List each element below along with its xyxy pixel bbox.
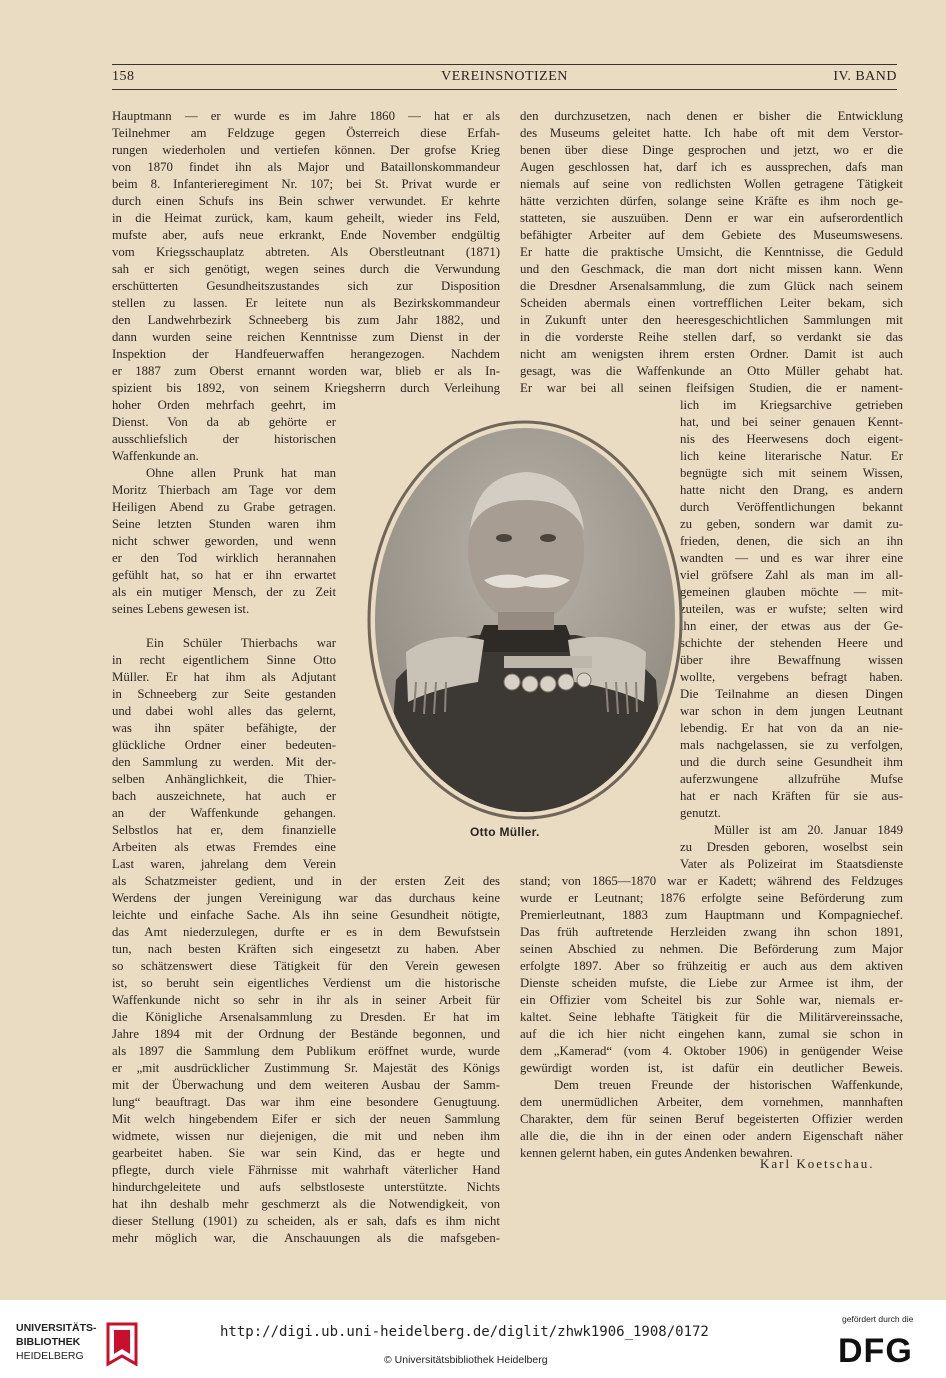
library-logo[interactable]: [16, 1322, 136, 1366]
text-line: hoher Orden mehrfach geehrt, im: [112, 398, 336, 412]
text-line: sah er sich genötigt, wegen seines durch die Verwundung: [112, 262, 500, 276]
text-line: den Landwehrbezirk Schneeberg bis zum Jahr 1882, und: [112, 313, 500, 327]
text-line: den Sammlung zu werden. Mit der-: [112, 755, 336, 769]
text-line: Dienste scheiden mufste, die Liebe zur Armee ist ihm, der: [520, 976, 903, 990]
text-line: hat ihn deshalb mehr geschmerzt als die Notwendigkeit, von: [112, 1197, 500, 1211]
text-line: Müller ist am 20. Januar 1849: [714, 823, 903, 837]
text-line: gefühlt hat, so hat er ihn erwartet: [112, 568, 336, 582]
text-line: beim 8. Infanterieregiment Nr. 107; bei St. Privat wurde er: [112, 177, 500, 191]
copyright-notice: © Universitätsbibliothek Heidelberg: [384, 1354, 548, 1366]
right-column-bottom: [520, 873, 903, 1162]
dfg-logo[interactable]: [838, 1314, 934, 1370]
text-line: selben Anhänglichkeit, die Thier-: [112, 772, 336, 786]
text-line: dem unermüdlichen Arbeiter, dem vornehmen, mannhaften: [520, 1095, 903, 1109]
text-line: dem „Kamerad“ (vom 4. Oktober 1906) in genügender Weise: [520, 1044, 903, 1058]
text-line: bach auszeichnete, hat auch er: [112, 789, 336, 803]
text-line: kaltet. Seine lebhafte Tätigkeit für die Militärvereinssache,: [520, 1010, 903, 1024]
text-line: alle die, die ihn in der einen oder andern Eigenschaft näher: [520, 1129, 903, 1143]
text-line: Inspektion der Handfeuerwaffen herangezogen. Nachdem: [112, 347, 500, 361]
text-line: Scheiden abermals einen vortrefflichen Leiter bekam, sich: [520, 296, 903, 310]
header-rule-top: [112, 64, 897, 65]
text-line: er 1887 zum Oberst ernannt worden war, blieb er als In-: [112, 364, 500, 378]
text-line: stand; von 1865—1870 war er Kadett; während des Feldzuges: [520, 874, 903, 888]
text-line: wurde er Leutnant; 1876 erfolgte seine Beförderung zum: [520, 891, 903, 905]
text-line: Ohne allen Prunk hat man: [146, 466, 336, 480]
text-line: genutzt.: [680, 806, 721, 820]
text-line: gesagt, was die Waffenkunde an Otto Müller gehabt hat.: [520, 364, 903, 378]
text-line: die Königliche Arsenalsammlung zu Dresden. Er hat im: [112, 1010, 500, 1024]
text-line: hindurchgeleitete und aufs selbstloseste unterstützte. Nichts: [112, 1180, 500, 1194]
text-line: Die Teilnahme an diesen Dingen: [680, 687, 903, 701]
text-line: nicht schwer geworden, und wenn: [112, 534, 336, 548]
library-name-line1: UNIVERSITÄTS-: [16, 1322, 97, 1334]
text-line: Augen geschlossen hat, darf ich es aussprechen, dafs man: [520, 160, 903, 174]
text-line: befähigter Arbeiter auf dem Gebiete des Museumswesens.: [520, 228, 903, 242]
text-line: und dabei wohl alles das gelernt,: [112, 704, 336, 718]
text-line: ist, so beruht sein eigentliches Verdienst um die historische: [112, 976, 500, 990]
viewer-footer: [0, 1300, 946, 1378]
text-line: das Amt niederzulegen, durfte er es in dem Bewufstsein: [112, 925, 500, 939]
text-line: Dem treuen Freunde der historischen Waffenkunde,: [554, 1078, 903, 1092]
dfg-wordmark: DFG: [838, 1332, 913, 1370]
text-line: tun, nach besten Kräften sich eingesetzt zu haben. Aber: [112, 942, 500, 956]
text-line: Teilnehmer am Feldzuge gegen Österreich diese Erfah-: [112, 126, 500, 140]
text-line: lich keine literarische Natur. Er: [680, 449, 903, 463]
text-line: spizient bis 1892, von seinem Kriegsherrn durch Verleihung: [112, 381, 500, 395]
text-line: hatte nicht den Drang, es andern: [680, 483, 903, 497]
text-line: war schon in dem jungen Leutnant: [680, 704, 903, 718]
left-column-narrow: [112, 397, 336, 873]
text-line: Werdens der jungen Vereinigung war das durchaus keine: [112, 891, 500, 905]
text-line: von 1870 findet ihn als Major und Bataillonskommandeur: [112, 160, 500, 174]
text-line: Dienst. Von da ab gehörte er: [112, 415, 336, 429]
text-line: Das früh auftretende Herzleiden zwang ihn schon 1891,: [520, 925, 903, 939]
text-line: zu Dresden geboren, woselbst sein: [680, 840, 903, 854]
text-line: durch einen Schufs ins Bein schwer verwundet. Er kehrte: [112, 194, 500, 208]
text-line: die Dresdner Arsenalsammlung, die zum Glück nach seinem: [520, 279, 903, 293]
text-line: Seine letzten Stunden waren ihm: [112, 517, 336, 531]
text-line: pflegte, durch viele Fährnisse mit wahrhaft väterlicher Hand: [112, 1163, 500, 1177]
text-line: hat, und bei seiner genauen Kennt-: [680, 415, 903, 429]
text-line: Heiligen Abend zu Grabe getragen.: [112, 500, 336, 514]
text-line: begnügte sich mit seinem Wissen,: [680, 466, 903, 480]
text-line: in die vorderste Reihe stellen darf, so verdankt sie das: [520, 330, 903, 344]
text-line: mehr möglich war, die Anschauungen als die mafsgeben-: [112, 1231, 500, 1245]
text-line: rungen wiederholen und vertiefen können. Der grofse Krieg: [112, 143, 500, 157]
author-signature: Karl Koetschau.: [760, 1156, 875, 1171]
text-line: wandten — und es war ihrer eine: [680, 551, 903, 565]
text-line: des Museums geleitet hatte. Ich habe oft mit dem Verstor-: [520, 126, 903, 140]
text-line: wollte, vergebens befragt haben.: [680, 670, 903, 684]
text-line: an der Waffenkunde gehangen.: [112, 806, 336, 820]
text-line: durch Veröffentlichungen bekannt: [680, 500, 903, 514]
section-title: VEREINSNOTIZEN: [441, 69, 568, 84]
text-line: ausschliefslich der historischen: [112, 432, 336, 446]
text-line: er den Tod wirklich herannahen: [112, 551, 336, 565]
text-line: Premierleutnant, 1883 zum Hauptmann und Kompagniechef.: [520, 908, 903, 922]
text-line: in Zukunft unter den heeresgeschichtlichen Sammlungen mit: [520, 313, 903, 327]
funding-note: gefördert durch die: [842, 1314, 914, 1324]
text-line: mals nachgelassen, sie zu verfolgen,: [680, 738, 903, 752]
text-line: zuteilen, was er wufste; selten wird: [680, 602, 903, 616]
text-line: benen über diese Dinge gesprochen und jetzt, wo er die: [520, 143, 903, 157]
left-column-top: [112, 108, 500, 397]
text-line: Arbeiten als etwas Fremdes eine: [112, 840, 336, 854]
text-line: Charakter, dem für seinen Beruf begeisterten Offizier werden: [520, 1112, 903, 1126]
text-line: und den Geschmack, die man dort nicht missen kann. Wenn: [520, 262, 903, 276]
portrait-caption: Otto Müller.: [470, 825, 540, 839]
right-column-narrow: [680, 397, 903, 873]
text-line: erschütterten Gesundheitszustandes sich zur Disposition: [112, 279, 500, 293]
text-line: Jahre 1894 mit der Ordnung der Bestände begonnen, und: [112, 1027, 500, 1041]
permalink-url[interactable]: http://digi.ub.uni-heidelberg.de/diglit/zhwk1906_1908/0172: [220, 1324, 709, 1340]
text-line: als 1897 die Sammlung dem Publikum eröffnet wurde, wurde: [112, 1044, 500, 1058]
text-line: viel gröfsere Zahl als man im all-: [680, 568, 903, 582]
text-line: glückliche Ordner einer bedeuten-: [112, 738, 336, 752]
text-line: mufste aber, aufs neue erkrankt, Ende November endgültig: [112, 228, 500, 242]
text-line: Mit welch hingebendem Eifer er sich der neuen Sammlung: [112, 1112, 500, 1126]
text-line: mit der Überwachung und dem weiteren Ausbau der Samm-: [112, 1078, 500, 1092]
text-line: in Schneeberg zur Seite gestanden: [112, 687, 336, 701]
text-line: seines Lebens gewesen ist.: [112, 602, 250, 616]
portrait-photo: [366, 420, 684, 820]
text-line: dieser Stellung (1901) zu scheiden, als er sah, dafs es ihm nicht: [112, 1214, 500, 1228]
text-line: seinen Abschied zu nehmen. Die Beförderung zum Major: [520, 942, 903, 956]
text-line: Ein Schüler Thierbachs war: [146, 636, 336, 650]
text-line: stellen zu lassen. Er leitete nun als Bezirkskommandeur: [112, 296, 500, 310]
text-line: auf die ich hier nicht eingehen kann, zumal sie schon in: [520, 1027, 903, 1041]
text-line: nis des Heerwesens doch eigent-: [680, 432, 903, 446]
text-line: in die Heimat zurück, kam, kaum geheilt, wieder ins Feld,: [112, 211, 500, 225]
text-line: gemeinen glauben möchte — mit-: [680, 585, 903, 599]
text-line: ihn einer, der etwas aus der Ge-: [680, 619, 903, 633]
text-line: lung“ beauftragt. Das war ihm eine besondere Genugtuung.: [112, 1095, 500, 1109]
text-line: was ihn später befähigte, der: [112, 721, 336, 735]
text-line: schichte der stehenden Heere und: [680, 636, 903, 650]
text-line: Waffenkunde an.: [112, 449, 199, 463]
text-line: Hauptmann — er wurde es im Jahre 1860 — hat er als: [112, 109, 500, 123]
text-line: widmete, wissen nur diejenigen, die mit und neben ihm: [112, 1129, 500, 1143]
text-line: lebendig. Er hat von da an nie-: [680, 721, 903, 735]
header-rule-bottom: [112, 89, 897, 90]
text-line: als Schatzmeister gedient, und in der ersten Zeit des: [112, 874, 500, 888]
running-header: [112, 64, 897, 90]
text-line: über ihre Bewaffnung wissen: [680, 653, 903, 667]
library-emblem-icon: [102, 1320, 142, 1368]
text-line: frieden, denen, die sich an ihn: [680, 534, 903, 548]
text-line: zu geben, sondern war damit zu-: [680, 517, 903, 531]
volume-label: IV. BAND: [833, 69, 897, 84]
text-line: Müller. Er hat ihm als Adjutant: [112, 670, 336, 684]
text-line: leichte und einfache Sache. Als ihn seine Gesundheit nötigte,: [112, 908, 500, 922]
text-line: Selbstlos hat er, dem finanzielle: [112, 823, 336, 837]
text-line: hätte verzichten dürfen, solange seine Kräfte es ihm noch ge-: [520, 194, 903, 208]
text-line: Er hatte die praktische Umsicht, die Kenntnisse, die Geduld: [520, 245, 903, 259]
text-line: Vater als Polizeirat im Staatsdienste: [680, 857, 903, 871]
left-column-bottom: [112, 873, 500, 1247]
text-line: nicht am wenigsten ihrem ersten Ordner. Damit ist auch: [520, 347, 903, 361]
text-line: niemals auf seine von redlichsten Wollen getragene Tätigkeit: [520, 177, 903, 191]
text-line: gewürdigt worden ist, ist dafür ein deutlicher Beweis.: [520, 1061, 903, 1075]
text-line: kennen gelernt haben, ein gutes Andenken bewahren.: [520, 1146, 793, 1160]
text-line: Moritz Thierbach am Tage vor dem: [112, 483, 336, 497]
text-line: Er war bei all seinen fleifsigen Studien, die er nament-: [520, 381, 903, 395]
library-name-line3: HEIDELBERG: [16, 1350, 84, 1362]
page-number: 158: [112, 69, 135, 84]
text-line: vom Kriegsschauplatz abtreten. Als Oberstleutnant (1871): [112, 245, 500, 259]
text-line: erfolgte 1897. Aber so frühzeitig er auch aus dem aktiven: [520, 959, 903, 973]
text-line: Last waren, jahrelang dem Verein: [112, 857, 336, 871]
text-line: und die durch seine Gesundheit ihm: [680, 755, 903, 769]
library-name-line2: BIBLIOTHEK: [16, 1336, 81, 1348]
text-line: als ein mutiger Mensch, der zu Zeit: [112, 585, 336, 599]
text-line: gearbeitet haben. Sie war sein Kind, das er hegte und: [112, 1146, 500, 1160]
text-line: er „mit ausdrücklicher Zustimmung Sr. Majestät des Königs: [112, 1061, 500, 1075]
text-line: statteten, sie auszuüben. Denn er war ein aufserordentlich: [520, 211, 903, 225]
text-line: den durchzusetzen, nach denen er bisher die Entwicklung: [520, 109, 903, 123]
text-line: [112, 618, 336, 635]
text-line: hat er nach Kräften für sie aus-: [680, 789, 903, 803]
text-line: dann wurden seine reichen Kenntnisse zum Dienst in der: [112, 330, 500, 344]
text-line: lich im Kriegsarchive getrieben: [680, 398, 903, 412]
text-line: ein Offizier vom Scheitel bis zur Sohle war, niemals er-: [520, 993, 903, 1007]
right-column-top: [520, 108, 903, 397]
text-line: auferzwungene allzufrühe Mufse: [680, 772, 903, 786]
text-line: in recht eigentlichem Sinne Otto: [112, 653, 336, 667]
text-line: Waffenkunde nicht so sehr in ihr als in seiner Arbeit für: [112, 993, 500, 1007]
text-line: so schätzenswert diese Tätigkeit für den Verein gewesen: [112, 959, 500, 973]
